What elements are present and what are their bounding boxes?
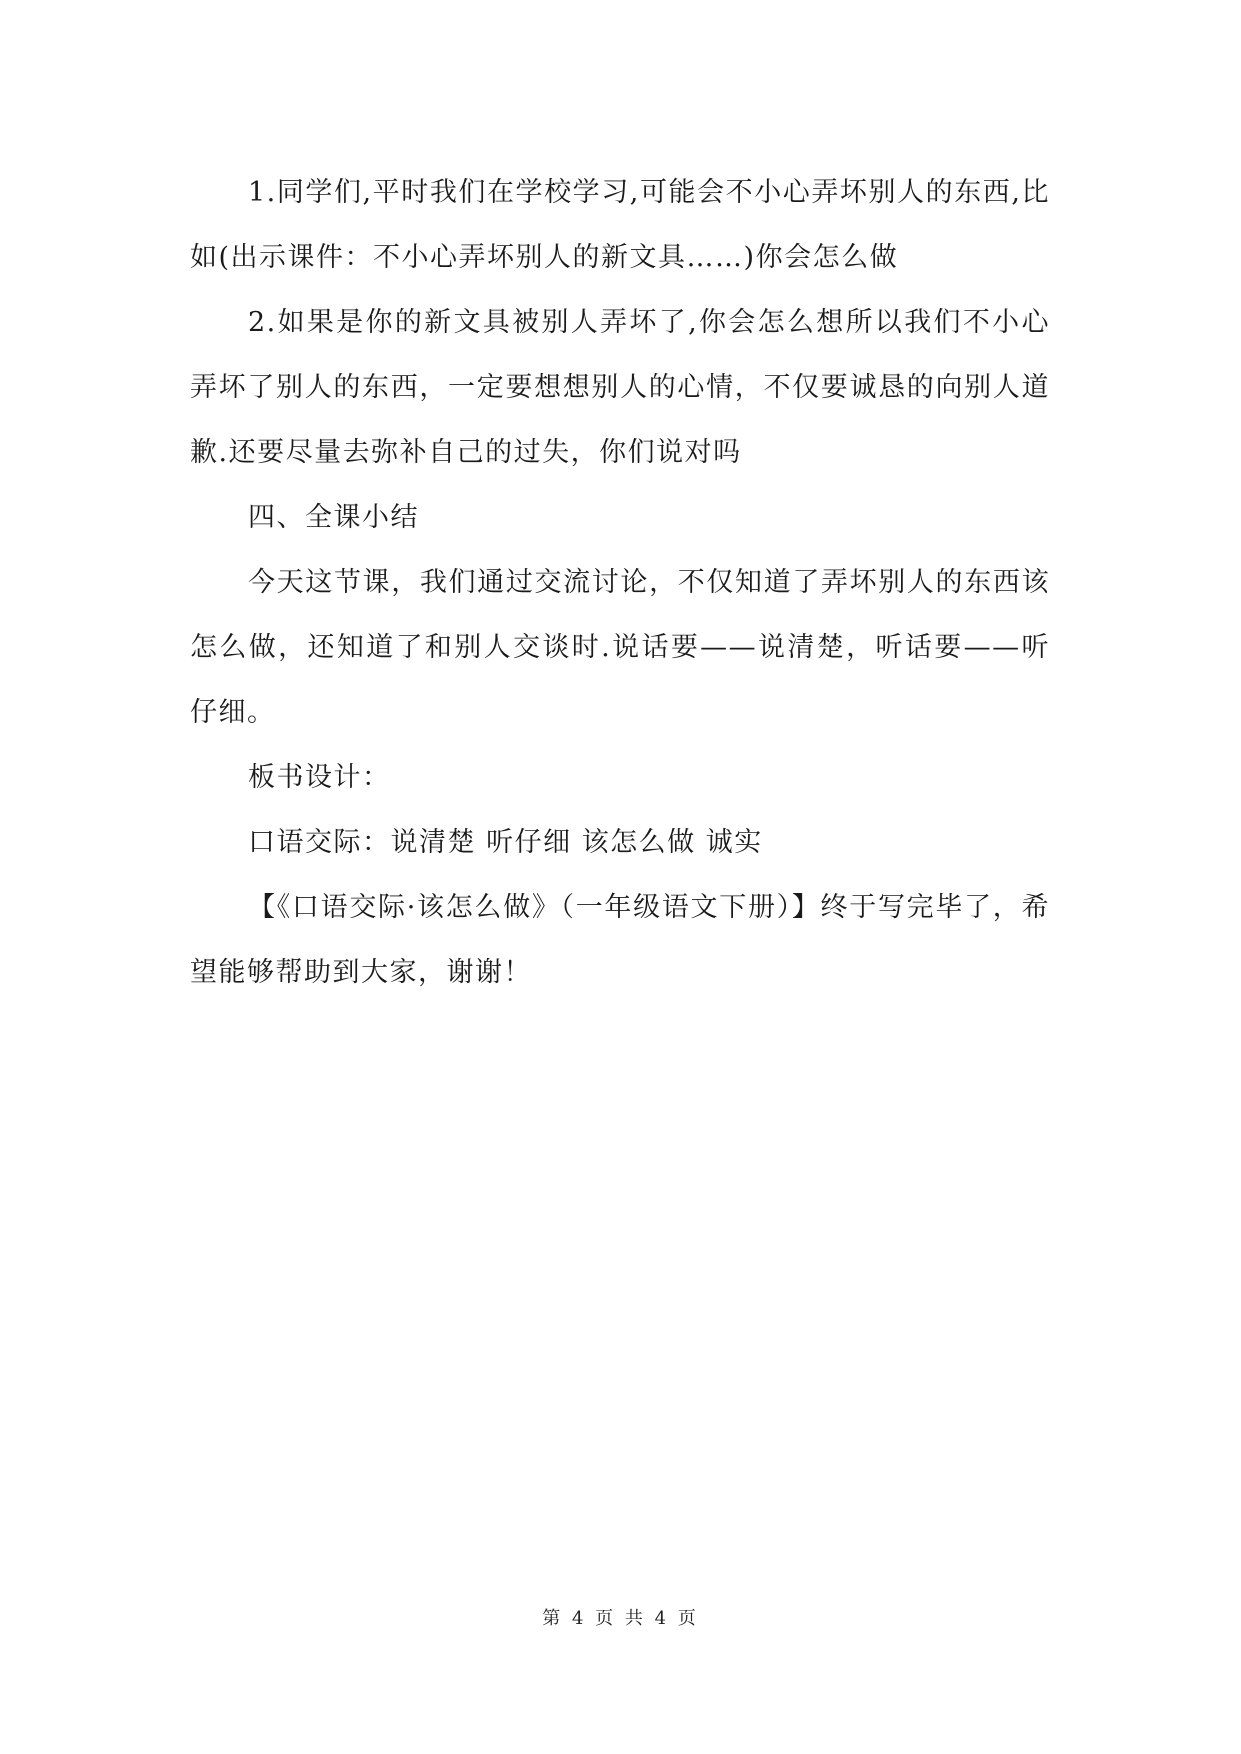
paragraph-1: 1.同学们,平时我们在学校学习,可能会不小心弄坏别人的东西,比如(出示课件：不小心弄坏别人的新文具……)你会怎么做 (190, 177, 1050, 273)
paragraph-summary: 今天这节课，我们通过交流讨论，不仅知道了弄坏别人的东西该怎么做，还知道了和别人交谈时.说话要——说清楚，听话要——听仔细。 (190, 567, 1050, 728)
paragraph-2: 2.如果是你的新文具被别人弄坏了,你会怎么想所以我们不小心弄坏了别人的东西，一定要想想别人的心情，不仅要诚恳的向别人道歉.还要尽量去弥补自己的过失，你们说对吗 (190, 307, 1050, 468)
closing-note: 【《口语交际·该怎么做》（一年级语文下册）】终于写完毕了，希望能够帮助到大家，谢谢！ (190, 892, 1050, 988)
section-heading-summary: 四、全课小结 (248, 502, 419, 533)
blackboard-design-content: 口语交际：说清楚 听仔细 该怎么做 诚实 (248, 827, 763, 858)
document-body (190, 160, 1050, 1005)
page-footer: 第 4 页 共 4 页 (542, 1608, 699, 1629)
blackboard-design-heading: 板书设计： (248, 762, 391, 793)
